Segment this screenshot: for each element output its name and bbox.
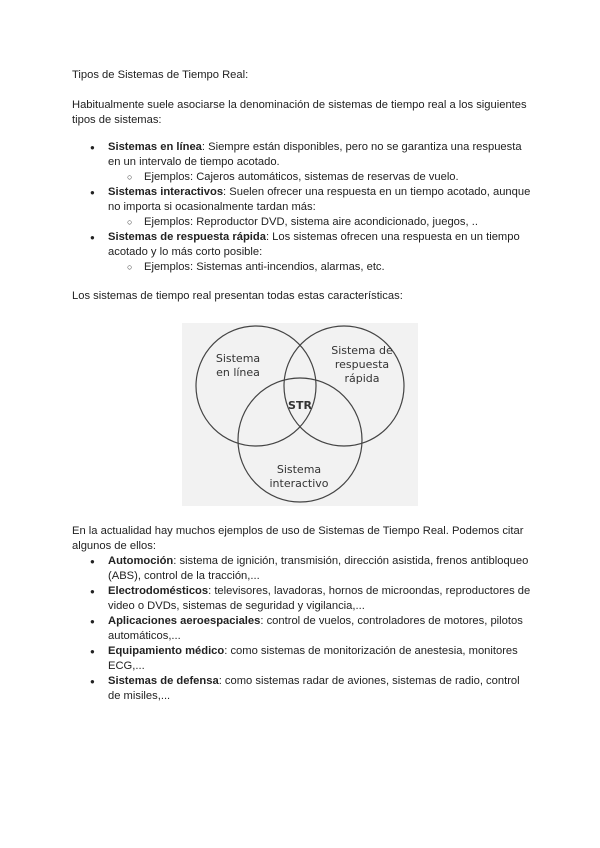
example-term: Sistemas de defensa	[108, 675, 219, 687]
type-term: Sistemas de respuesta rápida	[108, 231, 266, 243]
list-item	[72, 644, 532, 674]
example-desc: : como sistemas radar de aviones, sistemas de radio, control de misiles,...	[108, 675, 520, 702]
intro-paragraph: Habitualmente suele asociarse la denominación de sistemas de tiempo real a los siguientes tipos de sistemas:	[72, 99, 527, 126]
list-item	[72, 614, 532, 644]
venn-center-label: STR	[288, 399, 312, 412]
examples-list	[72, 554, 532, 704]
sub-list	[108, 260, 532, 275]
type-desc: : Siempre están disponibles, pero no se garantiza una respuesta en un intervalo de tiempo acotado.	[108, 141, 522, 168]
venn-svg	[182, 323, 418, 506]
example-desc: : control de vuelos, controladores de motores, pilotos automáticos,...	[108, 615, 523, 642]
list-item	[72, 584, 532, 614]
example-term: Aplicaciones aeroespaciales	[108, 615, 261, 627]
type-desc: : Los sistemas ofrecen una respuesta en un tiempo acotado y lo más corto posible:	[108, 231, 520, 258]
example-desc: : sistema de ignición, transmisión, dirección asistida, frenos antibloqueo (ABS), control de la tracción,...	[108, 555, 529, 582]
venn-label-fast-3: rápida	[344, 372, 380, 385]
example-term: Equipamiento médico	[108, 645, 225, 657]
example-desc: : televisores, lavadoras, hornos de microondas, reproductores de video o DVDs, sistemas de seguridad y vigilancia,...	[108, 585, 531, 612]
venn-diagram	[182, 323, 418, 506]
example-term: Automoción	[108, 555, 174, 567]
sub-list	[108, 215, 532, 230]
venn-label-interactive-2: interactivo	[269, 477, 329, 490]
sub-list-item: ○ Ejemplos: Sistemas anti-incendios, alarmas, etc.	[108, 260, 532, 275]
venn-label-interactive-1: Sistema	[276, 463, 322, 476]
venn-label-fast-2: respuesta	[334, 358, 390, 371]
characteristics-paragraph: Los sistemas de tiempo real presentan todas estas características:	[72, 290, 403, 302]
type-term: Sistemas interactivos	[108, 186, 224, 198]
types-list	[72, 140, 532, 275]
sub-list	[108, 170, 532, 185]
venn-label-online-1: Sistema	[215, 352, 261, 365]
list-item	[72, 674, 532, 704]
sub-list-item: ○ Ejemplos: Reproductor DVD, sistema aire acondicionado, juegos, ..	[108, 215, 532, 230]
examples-section	[72, 524, 532, 704]
section-title: Tipos de Sistemas de Tiempo Real:	[72, 69, 249, 81]
example-term: Electrodomésticos	[108, 585, 209, 597]
venn-circle-online	[196, 326, 316, 446]
examples-intro: En la actualidad hay muchos ejemplos de uso de Sistemas de Tiempo Real. Podemos citar algunos de ellos:	[72, 525, 524, 552]
document-body	[72, 68, 532, 304]
list-item	[72, 140, 532, 185]
type-term: Sistemas en línea	[108, 141, 202, 153]
venn-label-online-2: en línea	[216, 366, 260, 379]
type-desc: : Suelen ofrecer una respuesta en un tiempo acotado, aunque no importa si ocasionalmente tardan más:	[108, 186, 531, 213]
list-item	[72, 185, 532, 230]
venn-label-fast-1: Sistema de	[331, 344, 393, 357]
sub-list-item: ○ Ejemplos: Cajeros automáticos, sistemas de reservas de vuelo.	[108, 170, 532, 185]
list-item	[72, 554, 532, 584]
list-item	[72, 230, 532, 275]
example-desc: : como sistemas de monitorización de anestesia, monitores ECG,...	[108, 645, 518, 672]
